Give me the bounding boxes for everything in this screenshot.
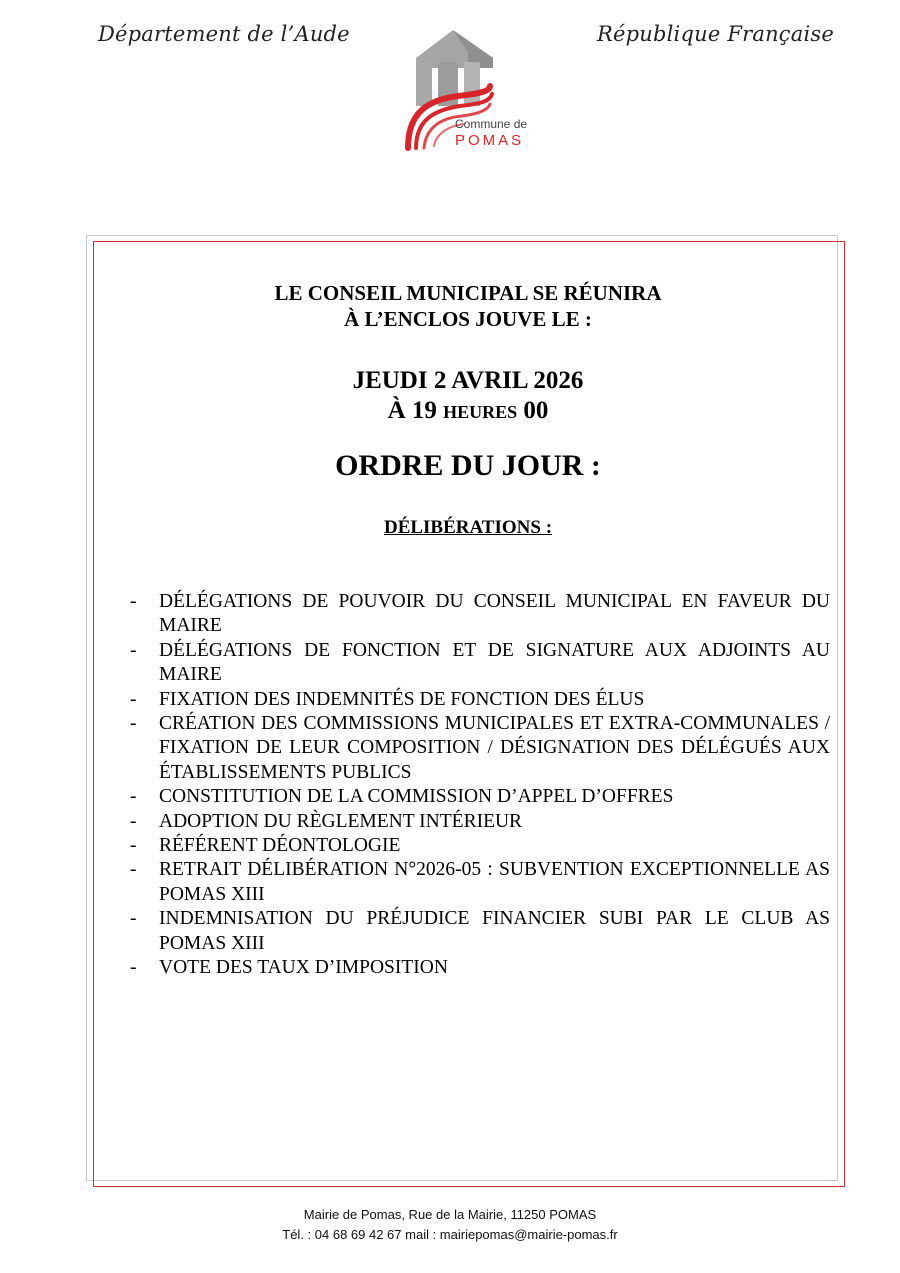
agenda-item: - INDEMNISATION DU PRÉJUDICE FINANCIER SUBI PAR LE CLUB AS POMAS XIII <box>130 908 830 954</box>
logo-commune-name: POMAS <box>455 132 525 149</box>
footer-address: Mairie de Pomas, Rue de la Mairie, 11250 POMAS <box>303 1207 597 1222</box>
bullet-dash: - <box>130 908 137 930</box>
bullet-dash: - <box>130 639 137 661</box>
bullet-dash: - <box>130 688 137 710</box>
meeting-time-minutes: 00 <box>523 397 549 424</box>
agenda-item: - CONSTITUTION DE LA COMMISSION D’APPEL D’OFFRES <box>130 785 830 809</box>
footer-contact: Tél. : 04 68 69 42 67 mail : mairiepomas@mairie-pomas.fr <box>282 1227 618 1242</box>
bullet-dash: - <box>130 835 137 857</box>
agenda-item: - VOTE DES TAUX D’IMPOSITION <box>130 956 830 980</box>
notice-title <box>93 280 843 332</box>
agenda-item: - ADOPTION DU RÈGLEMENT INTÉRIEUR <box>130 810 830 834</box>
bullet-dash: - <box>130 957 137 979</box>
commune-logo <box>398 22 548 154</box>
notice-title-line-1: LE CONSEIL MUNICIPAL SE RÉUNIRA <box>274 281 662 305</box>
deliberations-heading: DÉLIBÉRATIONS : <box>383 517 553 538</box>
agenda-item: - CRÉATION DES COMMISSIONS MUNICIPALES ET EXTRA-COMMUNALES / FIXATION DE LEUR COMPOSITION / DÉSIGNATION DES DÉLÉGUÉS AUX ÉTABLISSEMENTS PUBLICS <box>130 713 830 783</box>
meeting-time-hour: À 19 <box>387 397 437 424</box>
bullet-dash: - <box>130 859 137 881</box>
agenda-item: - DÉLÉGATIONS DE POUVOIR DU CONSEIL MUNICIPAL EN FAVEUR DU MAIRE <box>130 591 830 637</box>
agenda-item: - RÉFÉRENT DÉONTOLOGIE <box>130 834 830 858</box>
agenda-title: ORDRE DU JOUR : <box>335 449 601 482</box>
logo-commune-label: Commune de <box>455 117 528 131</box>
footer <box>0 1205 900 1245</box>
bullet-dash: - <box>130 713 137 735</box>
meeting-time-unit: HEURES <box>443 402 518 422</box>
bullet-dash: - <box>130 786 137 808</box>
bullet-dash: - <box>130 591 137 612</box>
header-republic: République Française <box>596 22 834 46</box>
bullet-dash: - <box>130 810 137 832</box>
agenda-item: - RETRAIT DÉLIBÉRATION N°2026-05 : SUBVENTION EXCEPTIONNELLE AS POMAS XIII <box>130 859 830 905</box>
agenda-list <box>130 590 830 981</box>
agenda-item: - DÉLÉGATIONS DE FONCTION ET DE SIGNATURE AUX ADJOINTS AU MAIRE <box>130 639 830 686</box>
notice-title-line-2: À L’ENCLOS JOUVE LE : <box>344 307 592 331</box>
meeting-time <box>93 396 843 427</box>
header-department: Département de l’Aude <box>98 22 350 46</box>
agenda-item: - FIXATION DES INDEMNITÉS DE FONCTION DES ÉLUS <box>130 688 830 712</box>
meeting-date: JEUDI 2 AVRIL 2026 <box>352 367 584 394</box>
